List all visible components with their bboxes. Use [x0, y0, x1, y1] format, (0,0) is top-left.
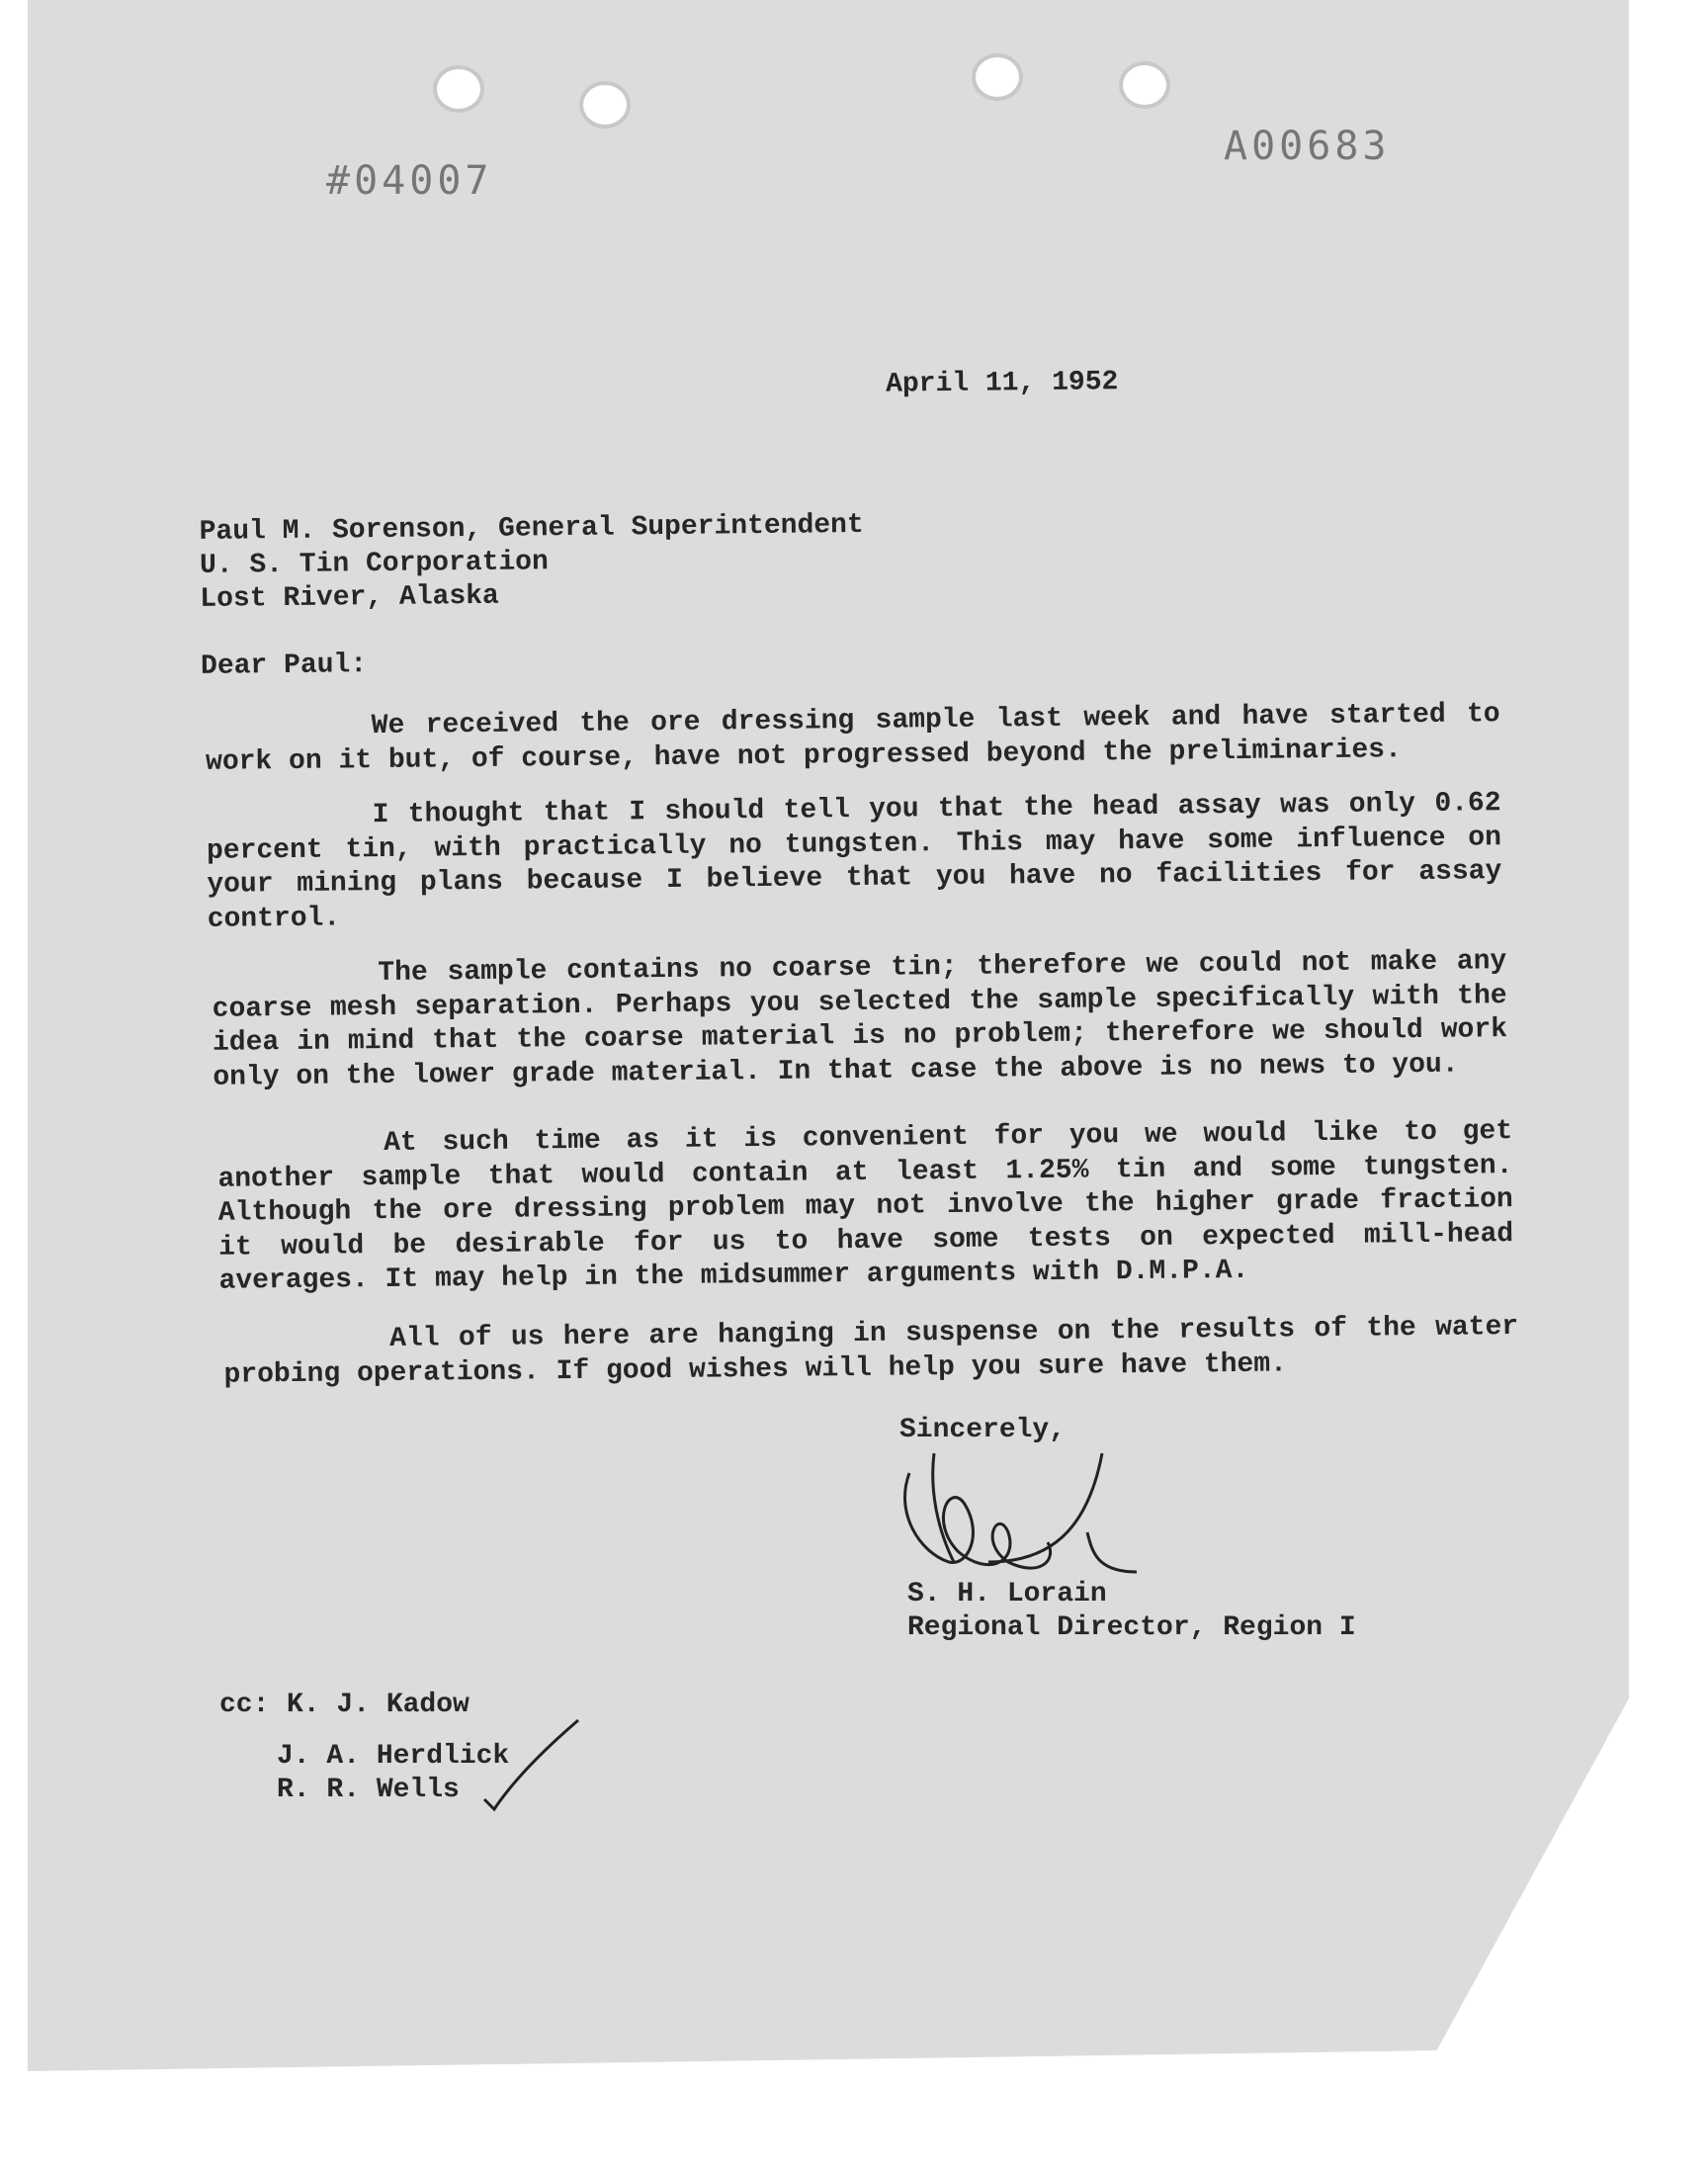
- body-paragraph-1: We received the ore dressing sample last week and have started to work on it but, of course, have not progressed beyond the preliminaries.: [205, 699, 1500, 778]
- stamp-top-right: A00683: [1224, 124, 1391, 169]
- cc-recipient: R. R. Wells: [277, 1775, 460, 1805]
- punch-hole: [583, 85, 627, 125]
- signer-name: S. H. Lorain: [907, 1579, 1107, 1610]
- body-paragraph-5: All of us here are hanging in suspense on the results of the water probing operations. If good wishes will help you sure have them.: [223, 1311, 1519, 1391]
- cc-recipient: K. J. Kadow: [287, 1690, 470, 1720]
- stamp-top-left: #04007: [326, 158, 493, 204]
- body-paragraph-3: The sample contains no coarse tin; therefore we could not make any coarse mesh separation. Perhaps you selected the sample specifically with the idea in mind that the coarse material is no problem; therefore we should work only on the lower grade material. In that case the above is no news to you.: [212, 946, 1508, 1093]
- cc-recipient: J. A. Herdlick: [277, 1741, 510, 1772]
- handwritten-signature: [890, 1414, 1147, 1582]
- salutation: Dear Paul:: [200, 650, 368, 682]
- punch-hole: [976, 57, 1019, 97]
- punch-hole: [1123, 65, 1166, 105]
- closing: Sincerely,: [899, 1415, 1067, 1445]
- cc-label: cc:: [219, 1690, 270, 1720]
- recipient-line-2: U. S. Tin Corporation: [199, 547, 550, 581]
- punch-holes: [0, 0, 1708, 158]
- signer-title: Regional Director, Region I: [907, 1612, 1356, 1643]
- check-mark: [474, 1710, 583, 1819]
- recipient-line-3: Lost River, Alaska: [200, 580, 499, 615]
- recipient-line-1: Paul M. Sorenson, General Superintendent: [199, 509, 864, 548]
- body-paragraph-2: I thought that I should tell you that the head assay was only 0.62 percent tin, with practically no tungsten. This may have some influence on your mining plans because I believe that you have no facilities for assay control.: [206, 788, 1502, 935]
- punch-hole: [437, 69, 480, 109]
- letter-date: April 11, 1952: [885, 367, 1119, 400]
- body-paragraph-4: At such time as it is convenient for you we would like to get another sample that would contain at least 1.25% tin and some tungsten. Although the ore dressing problem may not involve the higher grade fraction it would be desirable for us to have some tests on expected mill-head averages. It may help in the midsummer arguments with D.M.P.A.: [217, 1116, 1514, 1297]
